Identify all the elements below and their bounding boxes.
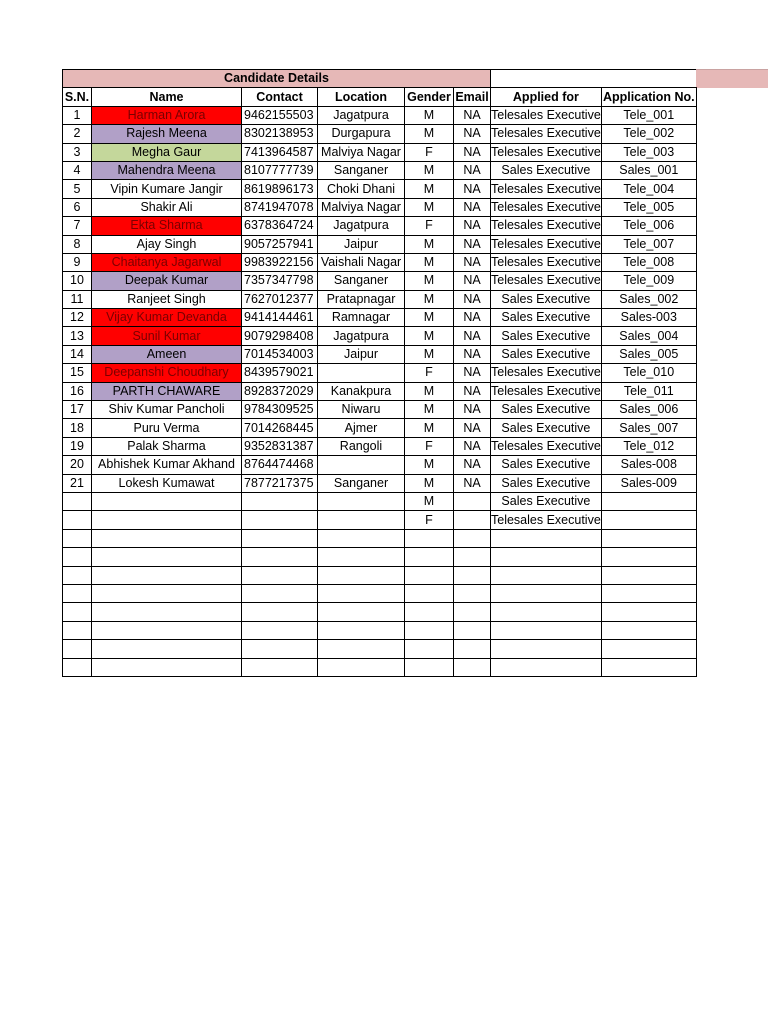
cell-email[interactable]: NA xyxy=(454,474,491,492)
cell-sn[interactable]: 20 xyxy=(63,456,92,474)
header-contact: Contact xyxy=(242,88,318,106)
cell-email[interactable]: NA xyxy=(454,345,491,363)
table-row xyxy=(63,658,697,676)
cell-applied-for[interactable]: Telesales Executive xyxy=(491,217,602,235)
cell-gender[interactable] xyxy=(405,548,454,566)
cell-name[interactable]: Deepak Kumar xyxy=(92,272,242,290)
cell-contact[interactable]: 7014268445 xyxy=(242,419,318,437)
cell-email[interactable]: NA xyxy=(454,437,491,455)
cell-applied-for[interactable]: Sales Executive xyxy=(491,290,602,308)
cell-sn[interactable]: 6 xyxy=(63,198,92,216)
title-blank-cell xyxy=(491,70,697,88)
cell-application-no[interactable]: Sales-003 xyxy=(601,309,696,327)
cell-name[interactable]: Ekta Sharma xyxy=(92,217,242,235)
cell-contact[interactable]: 9983922156 xyxy=(242,253,318,271)
cell-application-no[interactable]: Tele_010 xyxy=(601,364,696,382)
cell-location[interactable]: Ajmer xyxy=(318,419,405,437)
table-row xyxy=(63,511,697,529)
cell-applied-for[interactable]: Telesales Executive xyxy=(491,180,602,198)
table-row xyxy=(63,364,697,382)
cell-sn[interactable]: 4 xyxy=(63,161,92,179)
cell-application-no[interactable]: Tele_001 xyxy=(601,106,696,124)
cell-gender[interactable]: M xyxy=(405,180,454,198)
cell-sn[interactable]: 13 xyxy=(63,327,92,345)
cell-contact[interactable]: 7627012377 xyxy=(242,290,318,308)
cell-location[interactable]: Jagatpura xyxy=(318,217,405,235)
table-row xyxy=(63,621,697,639)
cell-location[interactable]: Jagatpura xyxy=(318,327,405,345)
cell-name[interactable]: Palak Sharma xyxy=(92,437,242,455)
cell-email[interactable]: NA xyxy=(454,327,491,345)
cell-application-no[interactable]: Sales_002 xyxy=(601,290,696,308)
cell-email[interactable]: NA xyxy=(454,382,491,400)
cell-application-no[interactable] xyxy=(601,529,696,547)
table-row xyxy=(63,492,697,510)
table-row xyxy=(63,640,697,658)
cell-location[interactable] xyxy=(318,548,405,566)
table-row xyxy=(63,603,697,621)
cell-location[interactable]: Jagatpura xyxy=(318,106,405,124)
cell-contact[interactable]: 6378364724 xyxy=(242,217,318,235)
cell-name[interactable]: Ameen xyxy=(92,345,242,363)
cell-location[interactable] xyxy=(318,640,405,658)
cell-email[interactable]: NA xyxy=(454,272,491,290)
cell-applied-for[interactable]: Sales Executive xyxy=(491,327,602,345)
header-sn: S.N. xyxy=(63,88,92,106)
cell-sn[interactable] xyxy=(63,566,92,584)
cell-application-no[interactable] xyxy=(601,584,696,602)
cell-name[interactable]: Shakir Ali xyxy=(92,198,242,216)
cell-name[interactable] xyxy=(92,566,242,584)
cell-location[interactable] xyxy=(318,492,405,510)
table-row xyxy=(63,529,697,547)
cell-location[interactable] xyxy=(318,364,405,382)
cell-email[interactable] xyxy=(454,603,491,621)
cell-contact[interactable] xyxy=(242,548,318,566)
cell-contact[interactable]: 7357347798 xyxy=(242,272,318,290)
cell-gender[interactable] xyxy=(405,529,454,547)
cell-location[interactable]: Malviya Nagar xyxy=(318,198,405,216)
cell-email[interactable]: NA xyxy=(454,253,491,271)
cell-contact[interactable] xyxy=(242,621,318,639)
cell-application-no[interactable]: Tele_012 xyxy=(601,437,696,455)
cell-sn[interactable]: 8 xyxy=(63,235,92,253)
cell-email[interactable] xyxy=(454,511,491,529)
cell-email[interactable]: NA xyxy=(454,401,491,419)
cell-sn[interactable] xyxy=(63,640,92,658)
cell-gender[interactable]: M xyxy=(405,161,454,179)
cell-gender[interactable] xyxy=(405,603,454,621)
cell-sn[interactable] xyxy=(63,658,92,676)
cell-name[interactable] xyxy=(92,548,242,566)
cell-contact[interactable] xyxy=(242,584,318,602)
cell-contact[interactable]: 8928372029 xyxy=(242,382,318,400)
header-email: Email xyxy=(454,88,491,106)
cell-application-no[interactable] xyxy=(601,603,696,621)
cell-name[interactable] xyxy=(92,492,242,510)
table-row xyxy=(63,125,697,143)
cell-sn[interactable]: 3 xyxy=(63,143,92,161)
cell-contact[interactable]: 8619896173 xyxy=(242,180,318,198)
cell-email[interactable] xyxy=(454,529,491,547)
cell-gender[interactable]: F xyxy=(405,511,454,529)
cell-email[interactable]: NA xyxy=(454,456,491,474)
cell-applied-for[interactable]: Telesales Executive xyxy=(491,106,602,124)
cell-application-no[interactable] xyxy=(601,511,696,529)
cell-email[interactable]: NA xyxy=(454,180,491,198)
cell-applied-for[interactable]: Telesales Executive xyxy=(491,198,602,216)
cell-gender[interactable]: M xyxy=(405,235,454,253)
cell-gender[interactable]: M xyxy=(405,253,454,271)
cell-sn[interactable] xyxy=(63,584,92,602)
cell-application-no[interactable]: Tele_005 xyxy=(601,198,696,216)
cell-sn[interactable]: 5 xyxy=(63,180,92,198)
cell-name[interactable] xyxy=(92,603,242,621)
table-row xyxy=(63,548,697,566)
cell-gender[interactable]: M xyxy=(405,327,454,345)
cell-applied-for[interactable]: Sales Executive xyxy=(491,345,602,363)
cell-sn[interactable]: 7 xyxy=(63,217,92,235)
cell-location[interactable]: Sanganer xyxy=(318,474,405,492)
cell-contact[interactable] xyxy=(242,640,318,658)
cell-contact[interactable]: 9414144461 xyxy=(242,309,318,327)
cell-location[interactable] xyxy=(318,603,405,621)
cell-gender[interactable]: F xyxy=(405,437,454,455)
cell-contact[interactable] xyxy=(242,492,318,510)
cell-email[interactable]: NA xyxy=(454,161,491,179)
cell-location[interactable]: Jaipur xyxy=(318,345,405,363)
cell-location[interactable] xyxy=(318,529,405,547)
cell-gender[interactable]: M xyxy=(405,419,454,437)
cell-email[interactable]: NA xyxy=(454,419,491,437)
cell-sn[interactable] xyxy=(63,621,92,639)
header-application-no: Application No. xyxy=(601,88,696,106)
cell-applied-for[interactable]: Sales Executive xyxy=(491,309,602,327)
cell-gender[interactable]: M xyxy=(405,106,454,124)
cell-application-no[interactable] xyxy=(601,566,696,584)
table-row xyxy=(63,272,697,290)
cell-sn[interactable] xyxy=(63,548,92,566)
cell-applied-for[interactable]: Sales Executive xyxy=(491,492,602,510)
cell-location[interactable]: Jaipur xyxy=(318,235,405,253)
cell-gender[interactable]: F xyxy=(405,217,454,235)
cell-contact[interactable]: 9462155503 xyxy=(242,106,318,124)
cell-gender[interactable]: M xyxy=(405,345,454,363)
cell-sn[interactable]: 10 xyxy=(63,272,92,290)
table-row xyxy=(63,106,697,124)
cell-sn[interactable]: 9 xyxy=(63,253,92,271)
header-applied-for: Applied for xyxy=(491,88,602,106)
table-row xyxy=(63,217,697,235)
title-row xyxy=(63,70,697,88)
cell-name[interactable]: Rajesh Meena xyxy=(92,125,242,143)
cell-application-no[interactable]: Tele_004 xyxy=(601,180,696,198)
cell-applied-for[interactable]: Sales Executive xyxy=(491,419,602,437)
cell-applied-for[interactable]: Telesales Executive xyxy=(491,253,602,271)
cell-sn[interactable]: 16 xyxy=(63,382,92,400)
cell-sn[interactable]: 21 xyxy=(63,474,92,492)
cell-application-no[interactable]: Tele_003 xyxy=(601,143,696,161)
cell-applied-for[interactable] xyxy=(491,658,602,676)
cell-contact[interactable]: 9784309525 xyxy=(242,401,318,419)
cell-applied-for[interactable]: Sales Executive xyxy=(491,161,602,179)
cell-application-no[interactable] xyxy=(601,640,696,658)
cell-email[interactable]: NA xyxy=(454,125,491,143)
table-row xyxy=(63,161,697,179)
cell-application-no[interactable]: Sales_006 xyxy=(601,401,696,419)
cell-name[interactable]: Lokesh Kumawat xyxy=(92,474,242,492)
cell-contact[interactable]: 7014534003 xyxy=(242,345,318,363)
cell-gender[interactable] xyxy=(405,658,454,676)
cell-gender[interactable] xyxy=(405,640,454,658)
cell-email[interactable]: NA xyxy=(454,143,491,161)
cell-applied-for[interactable]: Telesales Executive xyxy=(491,382,602,400)
cell-email[interactable]: NA xyxy=(454,198,491,216)
cell-gender[interactable]: F xyxy=(405,143,454,161)
cell-applied-for[interactable]: Telesales Executive xyxy=(491,437,602,455)
cell-sn[interactable]: 18 xyxy=(63,419,92,437)
cell-email[interactable]: NA xyxy=(454,106,491,124)
cell-name[interactable] xyxy=(92,511,242,529)
table-row xyxy=(63,566,697,584)
cell-contact[interactable]: 9352831387 xyxy=(242,437,318,455)
cell-application-no[interactable]: Sales_001 xyxy=(601,161,696,179)
cell-gender[interactable]: M xyxy=(405,382,454,400)
cell-name[interactable]: Megha Gaur xyxy=(92,143,242,161)
table-row xyxy=(63,474,697,492)
cell-location[interactable]: Ramnagar xyxy=(318,309,405,327)
cell-applied-for[interactable]: Telesales Executive xyxy=(491,143,602,161)
cell-gender[interactable] xyxy=(405,566,454,584)
table-row xyxy=(63,198,697,216)
cell-application-no[interactable] xyxy=(601,548,696,566)
cell-sn[interactable]: 17 xyxy=(63,401,92,419)
cell-name[interactable] xyxy=(92,621,242,639)
cell-name[interactable] xyxy=(92,658,242,676)
cell-location[interactable] xyxy=(318,566,405,584)
table-row xyxy=(63,309,697,327)
cell-gender[interactable]: M xyxy=(405,309,454,327)
cell-contact[interactable] xyxy=(242,658,318,676)
table-row xyxy=(63,584,697,602)
cell-sn[interactable] xyxy=(63,529,92,547)
cell-sn[interactable]: 2 xyxy=(63,125,92,143)
table-row xyxy=(63,180,697,198)
cell-gender[interactable] xyxy=(405,584,454,602)
cell-location[interactable] xyxy=(318,511,405,529)
cell-application-no[interactable]: Sales_005 xyxy=(601,345,696,363)
cell-contact[interactable]: 8439579021 xyxy=(242,364,318,382)
cell-sn[interactable]: 15 xyxy=(63,364,92,382)
cell-contact[interactable]: 8741947078 xyxy=(242,198,318,216)
cell-applied-for[interactable] xyxy=(491,529,602,547)
cell-contact[interactable]: 8764474468 xyxy=(242,456,318,474)
table-row xyxy=(63,437,697,455)
cell-sn[interactable]: 19 xyxy=(63,437,92,455)
cell-email[interactable] xyxy=(454,584,491,602)
cell-gender[interactable]: F xyxy=(405,364,454,382)
cell-name[interactable] xyxy=(92,640,242,658)
cell-email[interactable] xyxy=(454,621,491,639)
cell-name[interactable]: Mahendra Meena xyxy=(92,161,242,179)
cell-application-no[interactable]: Sales-009 xyxy=(601,474,696,492)
cell-email[interactable]: NA xyxy=(454,217,491,235)
cell-applied-for[interactable] xyxy=(491,640,602,658)
header-gender: Gender xyxy=(405,88,454,106)
cell-applied-for[interactable]: Telesales Executive xyxy=(491,235,602,253)
cell-name[interactable] xyxy=(92,584,242,602)
cell-contact[interactable]: 7413964587 xyxy=(242,143,318,161)
cell-contact[interactable] xyxy=(242,566,318,584)
cell-sn[interactable]: 14 xyxy=(63,345,92,363)
cell-location[interactable]: Niwaru xyxy=(318,401,405,419)
table-row xyxy=(63,456,697,474)
cell-applied-for[interactable]: Telesales Executive xyxy=(491,272,602,290)
cell-application-no[interactable] xyxy=(601,492,696,510)
cell-location[interactable]: Pratapnagar xyxy=(318,290,405,308)
table-row xyxy=(63,419,697,437)
cell-applied-for[interactable]: Sales Executive xyxy=(491,456,602,474)
table-row xyxy=(63,143,697,161)
cell-application-no[interactable]: Tele_002 xyxy=(601,125,696,143)
cell-name[interactable] xyxy=(92,529,242,547)
cell-contact[interactable]: 9057257941 xyxy=(242,235,318,253)
cell-name[interactable]: Ranjeet Singh xyxy=(92,290,242,308)
cell-applied-for[interactable] xyxy=(491,584,602,602)
cell-application-no[interactable]: Tele_006 xyxy=(601,217,696,235)
cell-gender[interactable]: M xyxy=(405,125,454,143)
cell-gender[interactable]: M xyxy=(405,492,454,510)
cell-applied-for[interactable]: Telesales Executive xyxy=(491,125,602,143)
cell-email[interactable] xyxy=(454,566,491,584)
cell-sn[interactable] xyxy=(63,492,92,510)
cell-application-no[interactable] xyxy=(601,621,696,639)
cell-application-no[interactable]: Tele_011 xyxy=(601,382,696,400)
cell-contact[interactable]: 8107777739 xyxy=(242,161,318,179)
cell-email[interactable] xyxy=(454,658,491,676)
cell-gender[interactable]: M xyxy=(405,401,454,419)
cell-contact[interactable]: 7877217375 xyxy=(242,474,318,492)
cell-applied-for[interactable] xyxy=(491,548,602,566)
cell-location[interactable]: Sanganer xyxy=(318,272,405,290)
cell-email[interactable]: NA xyxy=(454,364,491,382)
cell-application-no[interactable]: Sales_007 xyxy=(601,419,696,437)
cell-location[interactable]: Rangoli xyxy=(318,437,405,455)
cell-location[interactable] xyxy=(318,658,405,676)
cell-name[interactable]: PARTH CHAWARE xyxy=(92,382,242,400)
cell-email[interactable]: NA xyxy=(454,309,491,327)
cell-sn[interactable]: 12 xyxy=(63,309,92,327)
cell-sn[interactable]: 11 xyxy=(63,290,92,308)
cell-gender[interactable]: M xyxy=(405,474,454,492)
cell-applied-for[interactable] xyxy=(491,603,602,621)
table-title: Candidate Details xyxy=(63,70,491,88)
cell-location[interactable]: Sanganer xyxy=(318,161,405,179)
cell-contact[interactable]: 9079298408 xyxy=(242,327,318,345)
cell-email[interactable] xyxy=(454,492,491,510)
cell-name[interactable]: Abhishek Kumar Akhand xyxy=(92,456,242,474)
cell-name[interactable]: Vipin Kumare Jangir xyxy=(92,180,242,198)
title-fill-overflow xyxy=(686,69,768,88)
cell-applied-for[interactable]: Sales Executive xyxy=(491,401,602,419)
cell-name[interactable]: Vijay Kumar Devanda xyxy=(92,309,242,327)
cell-applied-for[interactable]: Telesales Executive xyxy=(491,364,602,382)
cell-location[interactable]: Vaishali Nagar xyxy=(318,253,405,271)
cell-gender[interactable]: M xyxy=(405,456,454,474)
cell-location[interactable] xyxy=(318,621,405,639)
header-row xyxy=(63,88,697,106)
cell-email[interactable] xyxy=(454,640,491,658)
candidate-details-table xyxy=(62,69,697,677)
cell-contact[interactable] xyxy=(242,529,318,547)
cell-name[interactable]: Harman Arora xyxy=(92,106,242,124)
table-row xyxy=(63,327,697,345)
cell-sn[interactable] xyxy=(63,511,92,529)
cell-applied-for[interactable]: Telesales Executive xyxy=(491,511,602,529)
cell-location[interactable]: Kanakpura xyxy=(318,382,405,400)
cell-application-no[interactable]: Sales-008 xyxy=(601,456,696,474)
cell-name[interactable]: Shiv Kumar Pancholi xyxy=(92,401,242,419)
header-location: Location xyxy=(318,88,405,106)
cell-contact[interactable] xyxy=(242,603,318,621)
cell-name[interactable]: Ajay Singh xyxy=(92,235,242,253)
cell-contact[interactable]: 8302138953 xyxy=(242,125,318,143)
cell-location[interactable]: Malviya Nagar xyxy=(318,143,405,161)
cell-applied-for[interactable] xyxy=(491,566,602,584)
cell-application-no[interactable]: Tele_007 xyxy=(601,235,696,253)
cell-email[interactable] xyxy=(454,548,491,566)
cell-gender[interactable]: M xyxy=(405,272,454,290)
cell-name[interactable]: Deepanshi Choudhary xyxy=(92,364,242,382)
table-row xyxy=(63,290,697,308)
cell-email[interactable]: NA xyxy=(454,235,491,253)
cell-sn[interactable]: 1 xyxy=(63,106,92,124)
table-row xyxy=(63,253,697,271)
cell-name[interactable]: Puru Verma xyxy=(92,419,242,437)
cell-sn[interactable] xyxy=(63,603,92,621)
table-row xyxy=(63,345,697,363)
cell-location[interactable] xyxy=(318,456,405,474)
cell-application-no[interactable]: Tele_009 xyxy=(601,272,696,290)
cell-applied-for[interactable]: Sales Executive xyxy=(491,474,602,492)
cell-application-no[interactable]: Sales_004 xyxy=(601,327,696,345)
table-row xyxy=(63,382,697,400)
cell-gender[interactable]: M xyxy=(405,198,454,216)
cell-application-no[interactable]: Tele_008 xyxy=(601,253,696,271)
cell-location[interactable]: Durgapura xyxy=(318,125,405,143)
cell-contact[interactable] xyxy=(242,511,318,529)
cell-applied-for[interactable] xyxy=(491,621,602,639)
cell-email[interactable]: NA xyxy=(454,290,491,308)
table-row xyxy=(63,235,697,253)
header-name: Name xyxy=(92,88,242,106)
cell-name[interactable]: Chaitanya Jagarwal xyxy=(92,253,242,271)
cell-name[interactable]: Sunil Kumar xyxy=(92,327,242,345)
cell-location[interactable] xyxy=(318,584,405,602)
cell-location[interactable]: Choki Dhani xyxy=(318,180,405,198)
cell-application-no[interactable] xyxy=(601,658,696,676)
cell-gender[interactable] xyxy=(405,621,454,639)
cell-gender[interactable]: M xyxy=(405,290,454,308)
table-row xyxy=(63,401,697,419)
